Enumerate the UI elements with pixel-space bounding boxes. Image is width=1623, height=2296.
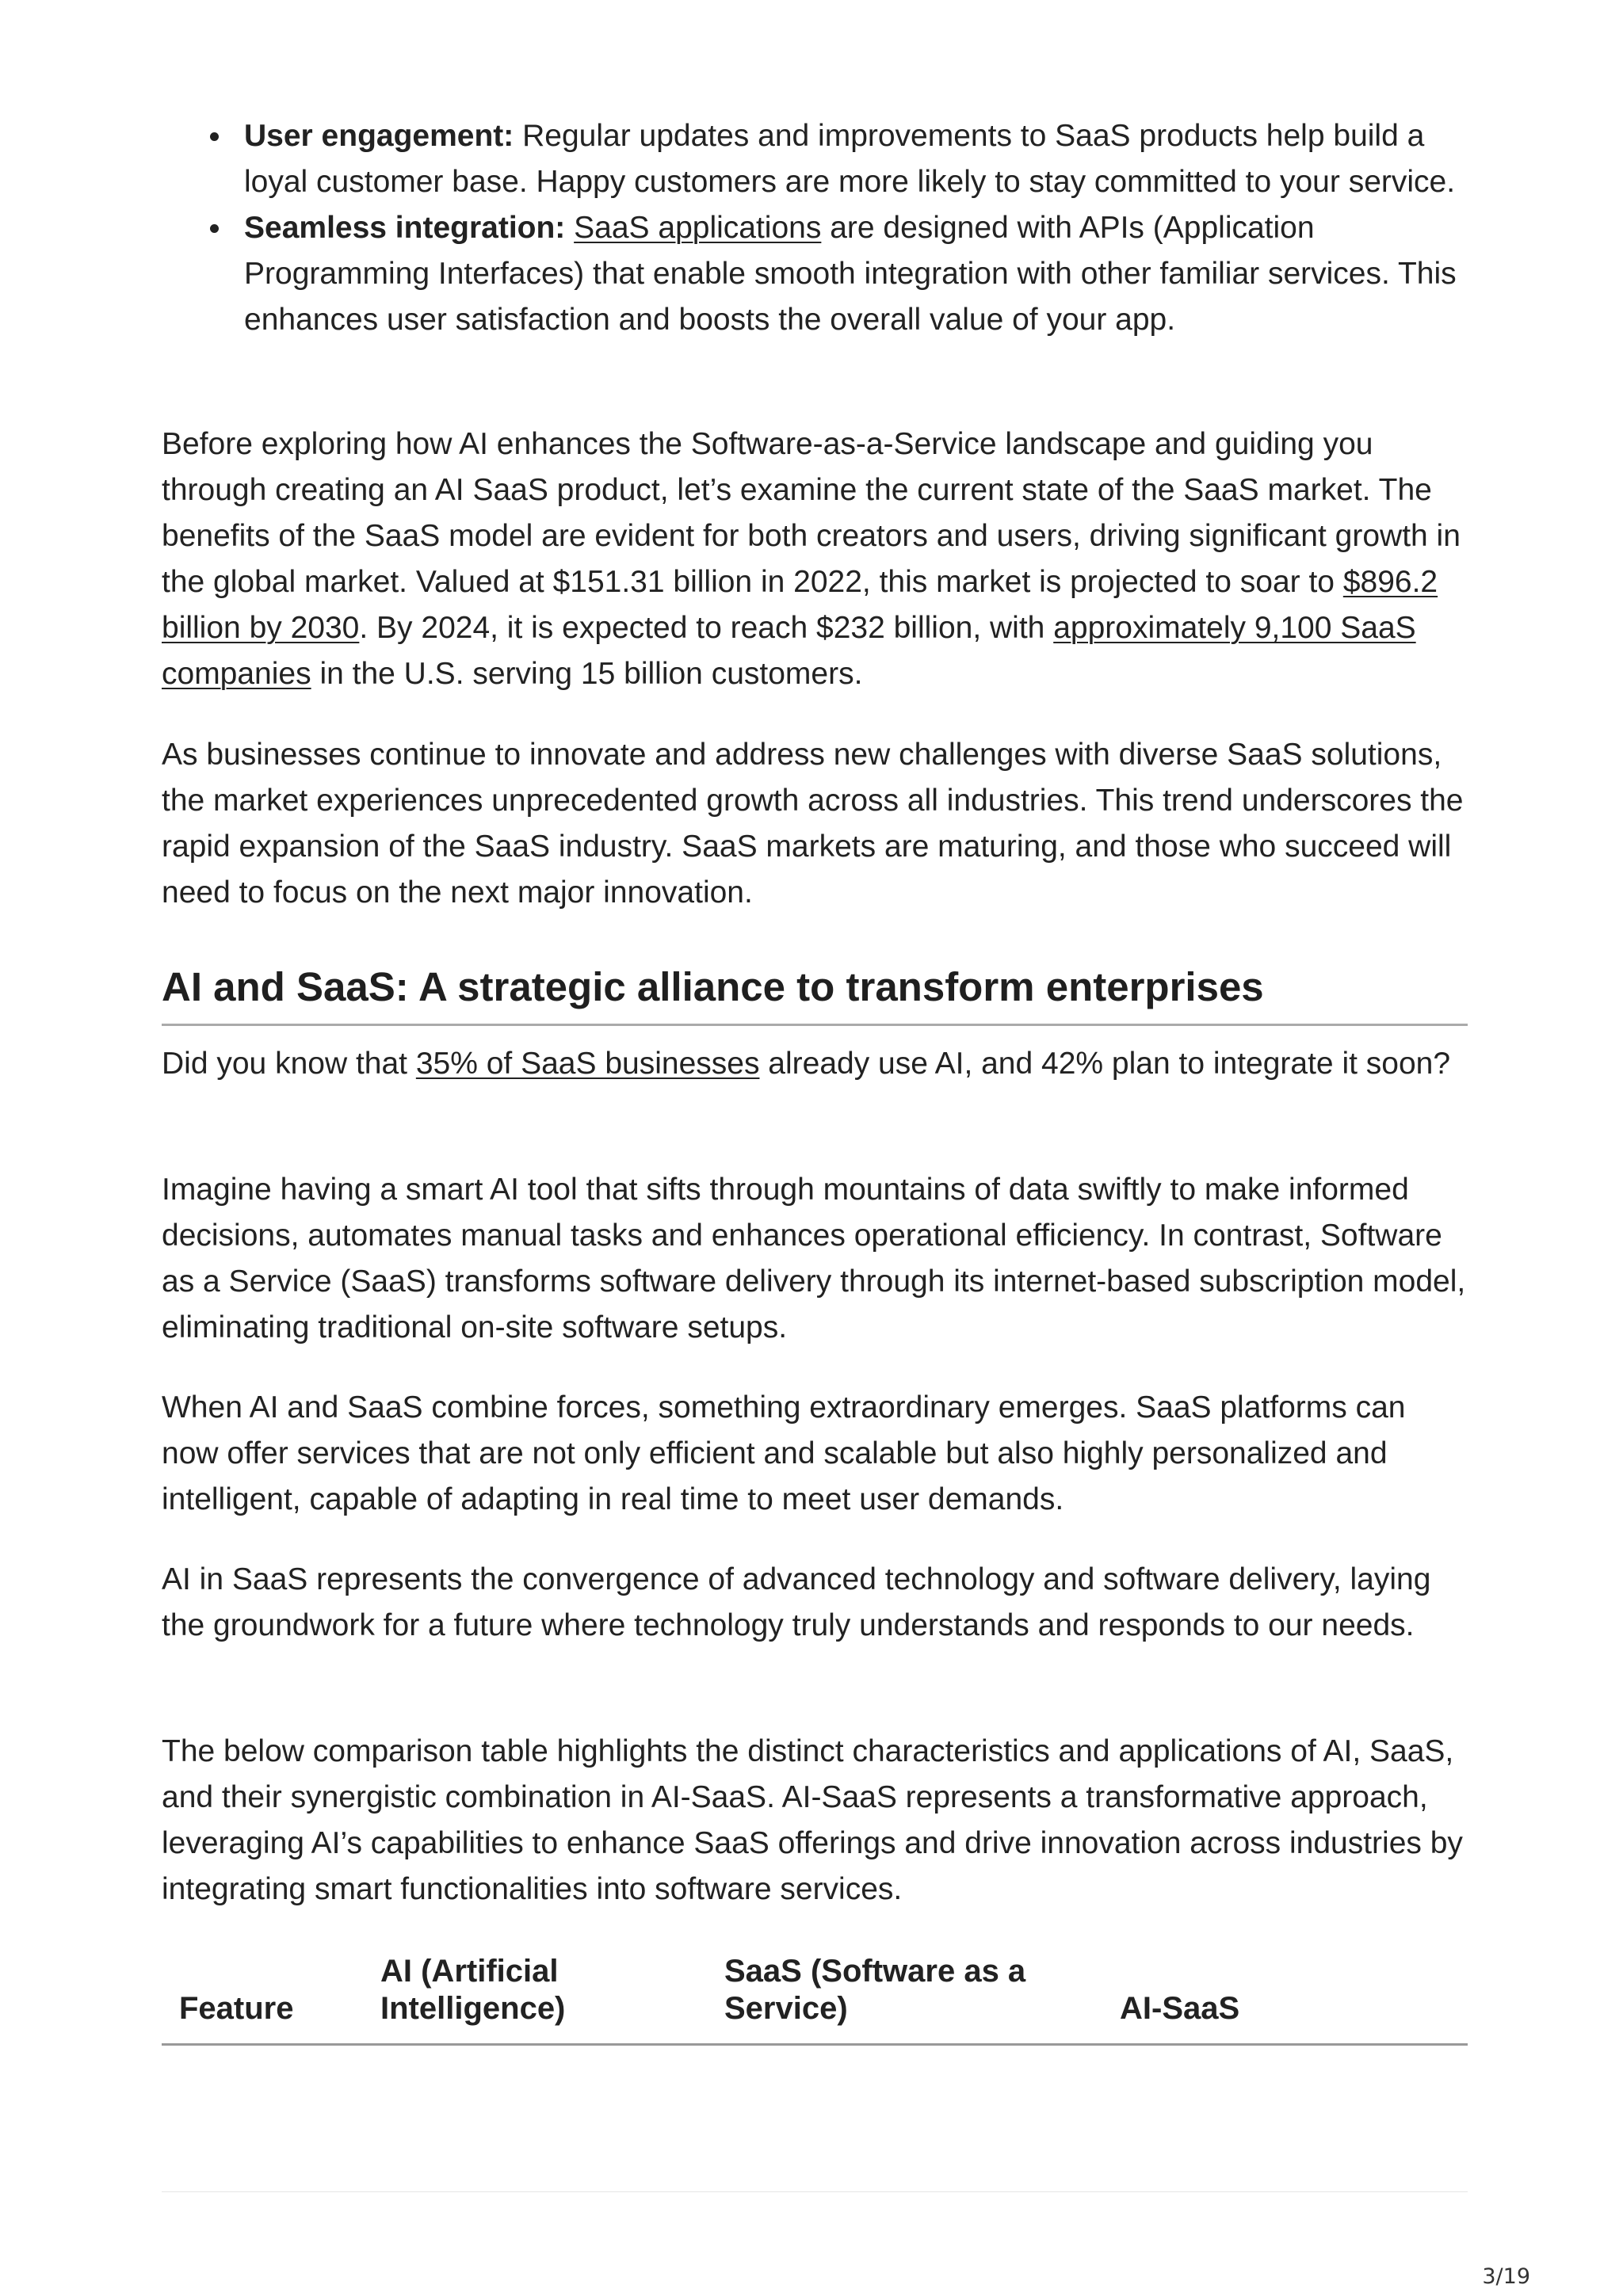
table-header-cell: AI (Artificial Intelligence) [363,1953,707,2045]
list-item [162,205,1468,343]
bullet-dot-icon [210,132,219,141]
market-paragraph [162,421,1468,697]
growth-paragraph: As businesses continue to innovate and address new challenges with diverse SaaS solutions, the market experiences unprecedented growth across all industries. This trend underscores the rapid expansion of the SaaS industry. SaaS markets are maturing, and those who succeed will need to focus on the next major innovation. [162,738,1464,910]
did-you-know-paragraph [162,1041,1468,1087]
table-header-row [162,1953,1468,2045]
know-text-1: Did you know that [162,1047,416,1081]
market-2030-link[interactable]: $896.2 billion by 2030 [162,565,1438,645]
comparison-table [162,1953,1468,2046]
imagine-paragraph: Imagine having a smart AI tool that sifts through mountains of data swiftly to make informed decisions, automates manual tasks and enhances operational efficiency. In contrast, Software as a Service (SaaS) transforms software delivery through its internet-based subscription model, eliminating traditional on-site software setups. [162,1173,1466,1344]
table-header-cell: AI-SaaS [1102,1953,1468,2045]
bullet-text: are designed with APIs (Application Programming Interfaces) that enable smooth integration with other familiar services. This enhances user satisfaction and boosts the overall value of your app. [244,211,1457,337]
saas-businesses-link[interactable]: 35% of SaaS businesses [415,1047,760,1081]
know-text-2: already use AI, and 42% plan to integrate it soon? [759,1047,1451,1081]
saas-applications-link[interactable]: SaaS applications [574,211,822,245]
benefits-list [162,113,1468,343]
page-number: 3/19 [1482,2264,1530,2289]
bullet-dot-icon [210,224,219,233]
bullet-term: User engagement: [244,119,514,153]
market-text-3: in the U.S. serving 15 billion customers. [311,657,863,691]
table-header-cell: Feature [162,1953,363,2045]
combine-paragraph: When AI and SaaS combine forces, something extraordinary emerges. SaaS platforms can now offer services that are not only efficient and scalable but also highly personalized and intelligent, capable of adapting in real time to meet user demands. [162,1390,1406,1516]
market-text-1: Before exploring how AI enhances the Software-as-a-Service landscape and guiding you through creating an AI SaaS product, let’s examine the current state of the SaaS market. The benefits of the SaaS model are evident for both creators and users, driving significant growth in the global market. Valued at $151.31 billion in 2022, this market is projected to soar to [162,427,1461,599]
market-text-2: . By 2024, it is expected to reach $232 billion, with [359,611,1054,645]
convergence-paragraph: AI in SaaS represents the convergence of advanced technology and software delivery, laying the groundwork for a future where technology truly understands and responds to our needs. [162,1562,1431,1642]
table-intro-paragraph: The below comparison table highlights the distinct characteristics and applications of AI, SaaS, and their synergistic combination in AI-SaaS. AI-SaaS represents a transformative approach, leveraging AI’s capabilities to enhance SaaS offerings and drive innovation across industries by integrating smart functionalities into software services. [162,1734,1463,1906]
bullet-term: Seamless integration: [244,211,566,245]
saas-companies-link[interactable]: approximately 9,100 SaaS companies [162,611,1416,691]
list-item [162,113,1468,205]
section-heading: AI and SaaS: A strategic alliance to transform enterprises [162,959,1468,1026]
table-row-divider [162,2191,1468,2192]
bullet-text: Regular updates and improvements to SaaS products help build a loyal customer base. Happy customers are more likely to stay committed to your service. [244,119,1456,199]
table-header-cell: SaaS (Software as a Service) [707,1953,1102,2045]
